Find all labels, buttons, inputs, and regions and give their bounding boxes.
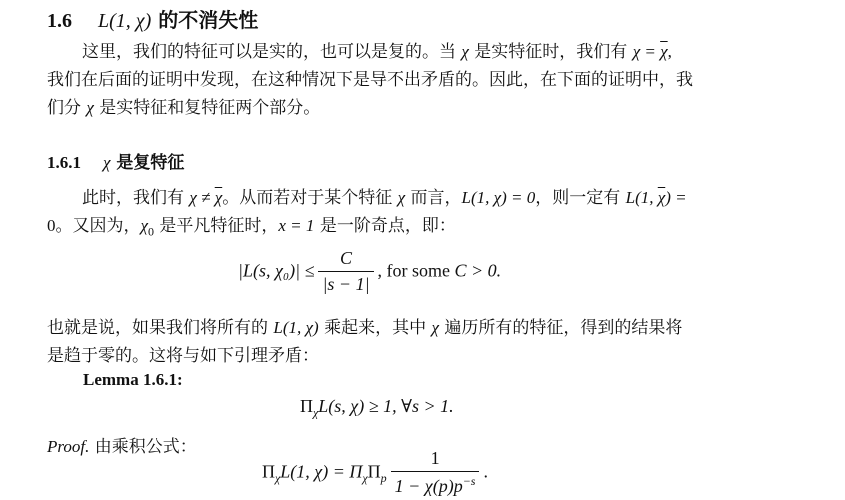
- subsection-heading: 1.6.1 χ 是复特征: [47, 153, 185, 173]
- equation-1: |L(s, χ₀)| ≤ $\frac{C}{|s - 1|}$ , for some C > 0.: [238, 248, 502, 294]
- section-number: 1.6: [47, 10, 72, 32]
- intro-line-3: 们分 χ 是实特征和复特征两个部分。: [47, 98, 321, 118]
- section-title-text: 的不消失性: [151, 8, 259, 32]
- intro-line-2: 我们在后面的证明中发现，在这种情况下是导不出矛盾的。因此，在下面的证明中，我: [47, 70, 693, 90]
- equation-2-fraction: $\frac{1}{1 - \chi(p)p^{-s}}$: [391, 448, 480, 497]
- lemma-label: Lemma 1.6.1:: [83, 370, 183, 389]
- section-title-math: L(1, χ): [98, 10, 152, 32]
- para2-line-2: 0。又因为，$\chi_0$ 是平凡特征时，x = 1 是一阶奇点，即：: [47, 216, 456, 239]
- proof-line: Proof. 由乘积公式：: [47, 437, 197, 457]
- para3-line-1: 也就是说，如果我们将所有的 L(1, χ) 乘起来，其中 χ 遍历所有的特征，得到的结果将: [47, 318, 683, 338]
- para3-line-2: 是趋于零的。这将与如下引理矛盾：: [47, 346, 319, 366]
- lemma-formula: $\Pi_\chi L(s$, χ) ≥ 1, ∀s > 1.: [300, 396, 454, 420]
- equation-1-fraction: $\frac{C}{|s - 1|}$: [318, 248, 373, 295]
- intro-line-1: 这里，我们的特征可以是实的，也可以是复的。当 χ 是实特征时，我们有 $\chi = \overline{\chi}$,: [82, 42, 672, 62]
- proof-label: Proof.: [47, 437, 90, 456]
- section-heading: [47, 4, 258, 33]
- equation-2: $\Pi_\chi L(1$, $\chi) = \Pi_\chi\Pi_p$ $\frac{1}{1 - \chi(p)p^{-s}}$ .: [262, 448, 488, 496]
- para2-line-1: 此时，我们有 $\chi \ne \overline{\chi}$。从而若对于某个特征 χ 而言，L(1, χ) = 0，则一定有 L(1, $\overline{\chi}$) =: [82, 188, 687, 208]
- subsection-number: 1.6.1: [47, 153, 81, 172]
